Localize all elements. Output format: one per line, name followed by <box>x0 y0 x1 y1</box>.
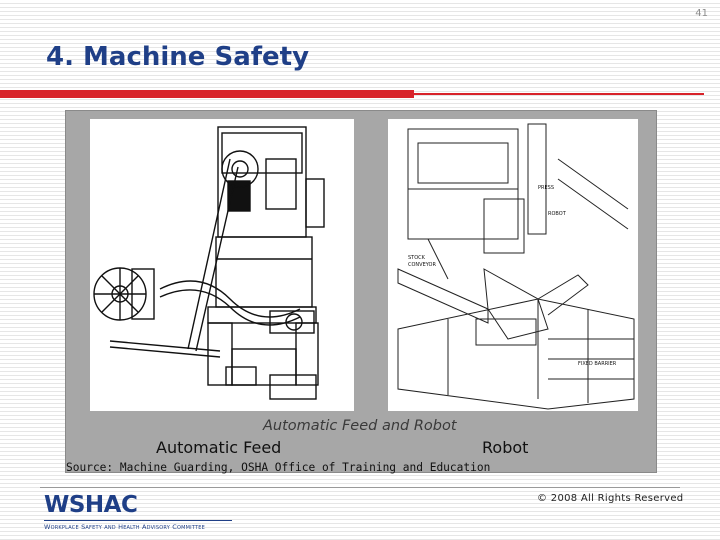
robot-cell-illustration <box>388 119 638 411</box>
left-image-caption: Automatic Feed <box>156 438 282 457</box>
press-frame <box>216 237 312 307</box>
press-label: PRESS <box>538 185 554 191</box>
conveyor-label-line2: CONVEYOR <box>408 262 436 268</box>
slide-title: 4. Machine Safety <box>46 42 310 72</box>
conveyor-label-line1: STOCK <box>408 255 425 261</box>
source-citation: Source: Machine Guarding, OSHA Office of Training and Education <box>66 461 491 474</box>
logo-rule <box>44 520 232 521</box>
title-underline-red-bar <box>0 90 414 98</box>
slide-number: 41 <box>695 8 708 19</box>
figure-panel <box>65 110 657 473</box>
footer-divider <box>40 487 680 488</box>
wshac-logo <box>44 493 244 533</box>
barrier-label: FIXED BARRIER <box>578 361 617 367</box>
robot-cell-drawing <box>388 119 638 411</box>
rear-press <box>408 129 518 239</box>
right-image-caption: Robot <box>482 438 529 457</box>
copyright-notice: © 2008 All Rights Reserved <box>537 493 684 504</box>
automatic-feed-drawing <box>90 119 354 411</box>
fixed-barrier <box>398 299 634 409</box>
robot-label: ROBOT <box>548 211 566 217</box>
logo-wordmark: WSHAC <box>44 492 138 518</box>
stock-conveyor <box>398 269 488 323</box>
figure-caption: Automatic Feed and Robot <box>263 418 457 434</box>
automatic-feed-illustration <box>90 119 354 411</box>
logo-subtitle: Workplace Safety and Health Advisory Committee <box>44 523 205 531</box>
title-underline-thin-line <box>414 93 704 95</box>
